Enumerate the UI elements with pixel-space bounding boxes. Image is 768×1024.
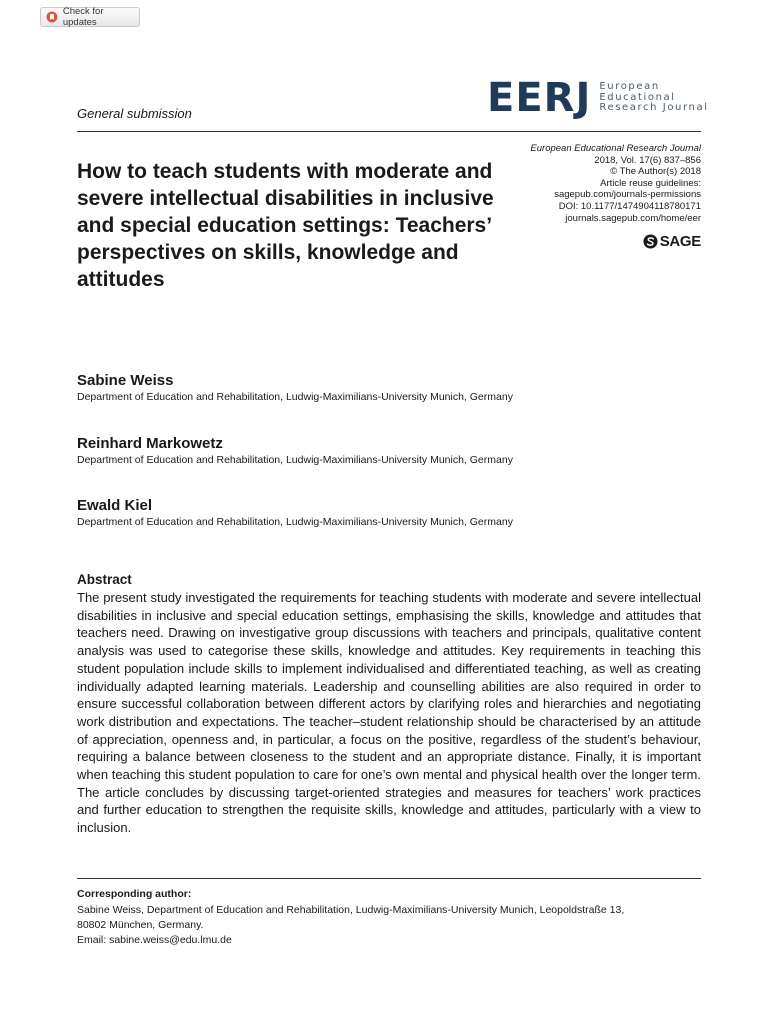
author-name: Ewald Kiel [77,497,153,514]
publisher-name: SAGE [659,233,701,250]
corresponding-author-email[interactable]: Email: sabine.weiss@edu.lmu.de [77,934,232,946]
corresponding-author-details [77,903,701,948]
footer-divider [77,878,701,879]
journal-volume: 2018, Vol. 17(6) 837–856 [594,154,701,166]
corresponding-author-heading: Corresponding author: [77,888,192,900]
journal-logo-words [599,82,708,114]
article-title: How to teach students with moderate and severe intellectual disabilities in inclusive and special education settings: Teachers’ perspectives on skills, knowledge and attitudes [77,160,494,291]
journal-logo-mark: EERJ [487,75,592,121]
publisher-logo [643,233,701,250]
author-name: Reinhard Markowetz [77,435,223,452]
author-affiliation: Department of Education and Rehabilitation, Ludwig-Maximilians-University Munich, Germany [77,391,513,403]
journal-name: European Educational Research Journal [530,143,701,154]
reuse-guidelines-link[interactable]: sagepub.com/journals-permissions [554,189,701,201]
logo-word: Research Journal [599,102,709,114]
doi[interactable]: DOI: 10.1177/1474904118780171 [558,200,701,212]
logo-word: European [599,81,660,93]
journal-copyright: © The Author(s) 2018 [610,166,701,178]
check-for-updates-label: Check for updates [62,6,104,28]
section-label: General submission [77,106,192,121]
header-divider [77,131,701,132]
sage-s-icon [643,234,658,249]
bookmark-refresh-icon [46,11,58,23]
logo-word: Educational [599,91,676,103]
check-for-updates-button[interactable] [40,7,140,27]
author-affiliation: Department of Education and Rehabilitation, Ludwig-Maximilians-University Munich, Germany [77,454,513,466]
author-affiliation: Department of Education and Rehabilitation, Ludwig-Maximilians-University Munich, Germany [77,516,513,528]
reuse-guidelines-label: Article reuse guidelines: [600,177,701,189]
abstract-heading: Abstract [77,572,132,587]
journal-logo [487,75,709,121]
corresponding-author-city: 80802 München, Germany. [77,919,204,931]
author-name: Sabine Weiss [77,372,174,389]
journal-home-link[interactable]: journals.sagepub.com/home/eer [565,212,701,224]
abstract-text: The present study investigated the requirements for teaching students with moderate and severe intellectual disabilities in inclusive and special education settings, emphasising the skills, knowledge and attitudes that teachers need. Drawing on investigative group discussions with teachers and principals, qualitative content analysis was used to categorise these skills, knowledge and attitudes. Key requirements in teaching this student population include skills to implement individualised and differentiated teaching, as well as creating individually adapted learning materials. Leadership and counselling abilities are also required in order to ensure successful collaboration between different actors by clarifying roles and hierarchies and negotiating work distribution and expectations. The teacher–student relationship should be characterised by an attitude of appreciation, openness and, in particular, a focus on the positive, regardless of the student’s behaviour, requiring a balance between closeness to the student and an appropriate distance. Finally, it is important when teaching this student population to care for one’s own mental and physical health over the longer term. The article concludes by discussing target-oriented strategies and measures for teachers’ work practices and further education to strengthen the requisite skills, knowledge and attitudes, particularly with a view to inclusion. [77,590,701,836]
journal-info [530,143,701,224]
corresponding-author-address: Sabine Weiss, Department of Education and Rehabilitation, Ludwig-Maximilians-University Munich, Leopoldstraße 13, [77,904,625,916]
